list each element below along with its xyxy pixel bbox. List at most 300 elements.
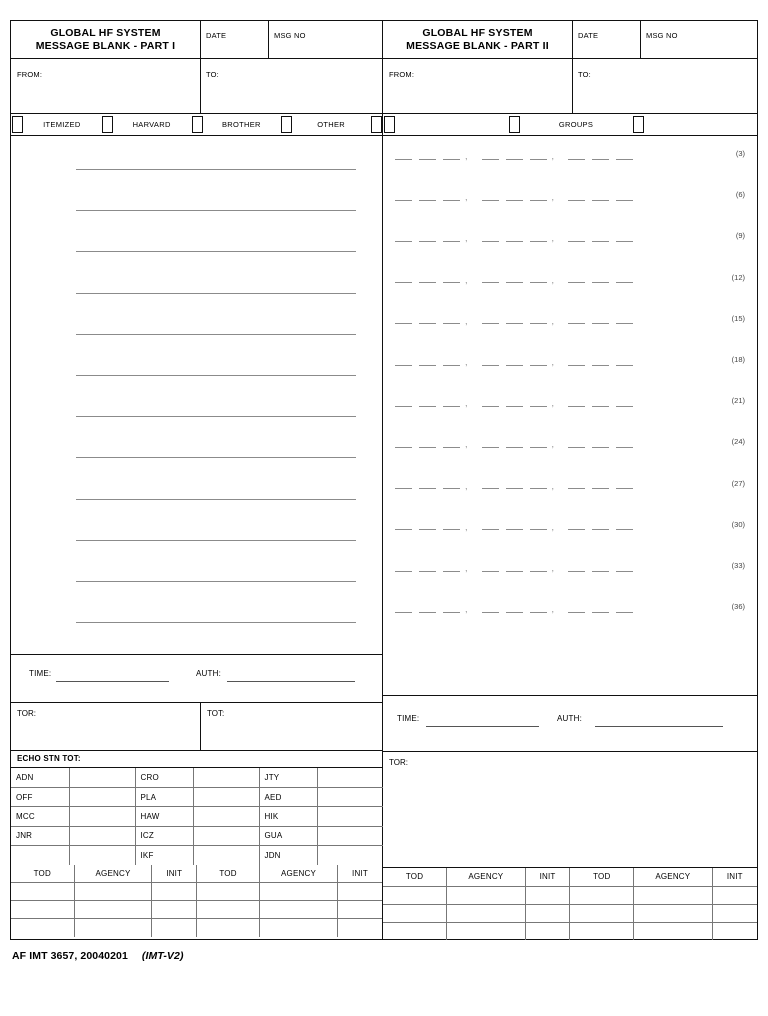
message-writing-line[interactable] — [76, 457, 356, 458]
code-dash[interactable] — [616, 323, 633, 324]
code-dash[interactable] — [530, 159, 547, 160]
part2-msgno-field[interactable] — [641, 21, 757, 58]
code-group[interactable] — [395, 159, 467, 160]
part1-auth-input-line[interactable] — [227, 681, 355, 682]
tod-table-cell[interactable] — [383, 904, 447, 922]
part1-title-row — [11, 21, 382, 59]
echo-station-label: ICZ — [135, 826, 193, 845]
code-dash[interactable] — [482, 323, 499, 324]
form-footer — [12, 950, 184, 962]
echo-station-label: CRO — [135, 768, 193, 787]
code-dash[interactable] — [506, 323, 523, 324]
code-dash[interactable] — [419, 282, 436, 283]
code-dash[interactable] — [568, 488, 585, 489]
code-dash[interactable] — [395, 241, 412, 242]
code-dash[interactable] — [506, 488, 523, 489]
echo-station-value[interactable] — [317, 768, 383, 787]
group-count-label: (3) — [735, 149, 745, 158]
form-outer-frame — [10, 20, 758, 940]
code-group-row[interactable] — [395, 478, 753, 496]
message-writing-line[interactable] — [76, 293, 356, 294]
code-dash[interactable] — [616, 282, 633, 283]
part1-tor-label: TOR: — [17, 709, 36, 718]
code-dash[interactable] — [506, 365, 523, 366]
code-dash[interactable] — [419, 488, 436, 489]
part1-from-field[interactable] — [11, 59, 201, 113]
message-writing-line[interactable] — [76, 169, 356, 170]
code-dash[interactable] — [395, 323, 412, 324]
code-group[interactable] — [568, 241, 640, 242]
code-group[interactable] — [482, 571, 554, 572]
tod-table-cell[interactable] — [570, 904, 634, 922]
code-dash[interactable] — [482, 529, 499, 530]
part2-date-field[interactable] — [573, 21, 641, 58]
code-dash[interactable] — [568, 447, 585, 448]
tod-table-row — [11, 901, 382, 919]
part1-time-input-line[interactable] — [56, 681, 169, 682]
code-dash[interactable] — [482, 571, 499, 572]
echo-station-value[interactable] — [69, 807, 135, 826]
code-group-row[interactable] — [395, 519, 753, 537]
part2-fromto-row — [383, 59, 757, 114]
tod-agency-init-table-left — [11, 865, 382, 937]
message-writing-line[interactable] — [76, 375, 356, 376]
echo-station-value[interactable] — [69, 768, 135, 787]
code-dash[interactable] — [530, 241, 547, 242]
tod-table-cell[interactable] — [383, 922, 447, 940]
tod-table-cell[interactable] — [634, 904, 713, 922]
code-dash[interactable] — [592, 571, 609, 572]
part2-tor-field[interactable] — [383, 752, 757, 868]
code-dash[interactable] — [443, 159, 460, 160]
group-count-label: (30) — [731, 519, 745, 529]
tod-table-cell[interactable] — [11, 919, 74, 937]
code-dash[interactable] — [592, 323, 609, 324]
code-group-row[interactable] — [395, 355, 753, 372]
tod-table-cell[interactable] — [74, 901, 152, 919]
code-dash[interactable] — [443, 488, 460, 489]
tod-table-cell[interactable] — [260, 883, 338, 901]
checkbox-label-brother-wrap — [203, 114, 281, 135]
code-dash[interactable] — [568, 200, 585, 201]
code-group[interactable] — [568, 571, 640, 572]
code-dash[interactable] — [482, 365, 499, 366]
code-dash[interactable] — [395, 571, 412, 572]
part2-from-field[interactable] — [383, 59, 573, 113]
checkbox-label-harvard-wrap — [113, 114, 191, 135]
tod-table-cell[interactable] — [525, 922, 570, 940]
part1-auth-label: AUTH: — [196, 669, 221, 678]
code-group[interactable] — [482, 365, 554, 366]
code-group[interactable] — [482, 447, 554, 448]
code-group[interactable] — [395, 529, 467, 530]
group-count-label: (36) — [731, 602, 745, 612]
code-group[interactable] — [568, 612, 640, 613]
part2-tod-table-wrap — [383, 868, 757, 945]
code-dash[interactable] — [530, 488, 547, 489]
code-group[interactable] — [482, 612, 554, 613]
code-dash[interactable] — [616, 406, 633, 407]
code-dash[interactable] — [443, 323, 460, 324]
code-dash[interactable] — [616, 365, 633, 366]
code-dash[interactable] — [506, 282, 523, 283]
tod-table-row — [383, 922, 757, 940]
code-dash[interactable] — [616, 200, 633, 201]
code-dash[interactable] — [568, 241, 585, 242]
tod-table-cell[interactable] — [196, 901, 259, 919]
code-dash[interactable] — [592, 488, 609, 489]
tod-table-cell[interactable] — [525, 904, 570, 922]
code-dash[interactable] — [530, 447, 547, 448]
code-dash[interactable] — [530, 365, 547, 366]
part2-groups-body[interactable] — [383, 136, 757, 696]
code-dash[interactable] — [482, 241, 499, 242]
checkbox-part2-third[interactable] — [633, 116, 644, 133]
code-dash[interactable] — [395, 612, 412, 613]
code-group[interactable] — [482, 529, 554, 530]
code-dash[interactable] — [443, 406, 460, 407]
code-dash[interactable] — [592, 612, 609, 613]
echo-station-value[interactable] — [317, 787, 383, 806]
tod-table-cell[interactable] — [634, 922, 713, 940]
code-group[interactable] — [568, 406, 640, 407]
checkbox-part2-second[interactable] — [509, 116, 520, 133]
checkbox-label-other-wrap — [292, 114, 370, 135]
group-separator-comma: , — [551, 274, 555, 285]
message-writing-line[interactable] — [76, 416, 356, 417]
code-dash[interactable] — [568, 571, 585, 572]
code-dash[interactable] — [530, 406, 547, 407]
code-dash[interactable] — [419, 365, 436, 366]
echo-station-value[interactable] — [317, 826, 383, 845]
part1-fromto-row — [11, 59, 382, 114]
code-dash[interactable] — [616, 571, 633, 572]
group-separator-comma: , — [465, 357, 468, 367]
tod-table-cell[interactable] — [152, 919, 197, 937]
message-writing-line[interactable] — [76, 334, 356, 335]
tod-table-cell[interactable] — [11, 883, 74, 901]
part1-tor-field[interactable] — [11, 703, 201, 750]
echo-station-value[interactable] — [193, 768, 259, 787]
code-dash[interactable] — [443, 447, 460, 448]
echo-station-value[interactable] — [317, 807, 383, 826]
part1-date-field[interactable] — [201, 21, 269, 58]
code-dash[interactable] — [482, 282, 499, 283]
code-group[interactable] — [395, 406, 467, 407]
code-dash[interactable] — [395, 488, 412, 489]
tod-table-cell[interactable] — [337, 919, 382, 937]
part1-msgno-field[interactable] — [269, 21, 382, 58]
code-dash[interactable] — [419, 159, 436, 160]
code-dash[interactable] — [395, 406, 412, 407]
code-dash[interactable] — [592, 447, 609, 448]
tod-column-header: INIT — [152, 865, 197, 883]
tod-column-header: TOD — [196, 865, 259, 883]
code-dash[interactable] — [506, 406, 523, 407]
tod-table-cell[interactable] — [152, 883, 197, 901]
tod-table-cell[interactable] — [337, 883, 382, 901]
part1-to-label: TO: — [206, 70, 219, 79]
group-separator-comma: , — [551, 357, 555, 367]
tod-table-cell[interactable] — [712, 904, 757, 922]
tod-table-cell[interactable] — [11, 901, 74, 919]
code-dash[interactable] — [419, 529, 436, 530]
tod-table-cell[interactable] — [74, 883, 152, 901]
checkbox-label-harvard: HARVARD — [132, 120, 171, 129]
code-dash[interactable] — [616, 159, 633, 160]
code-group[interactable] — [482, 200, 554, 201]
echo-station-value[interactable] — [193, 826, 259, 845]
echo-station-value[interactable] — [193, 846, 259, 865]
tod-table-cell[interactable] — [712, 922, 757, 940]
echo-station-label: JTY — [259, 768, 317, 787]
code-dash[interactable] — [506, 200, 523, 201]
checkbox-harvard[interactable] — [102, 116, 113, 133]
code-group-row[interactable] — [395, 272, 753, 290]
echo-station-label: HIK — [259, 807, 317, 826]
code-dash[interactable] — [506, 159, 523, 160]
checkbox-itemized[interactable] — [12, 116, 23, 133]
group-separator-comma: , — [465, 192, 468, 203]
code-dash[interactable] — [506, 612, 523, 613]
code-group[interactable] — [482, 241, 554, 242]
code-dash[interactable] — [419, 323, 436, 324]
code-dash[interactable] — [568, 282, 585, 283]
part2-auth-input-line[interactable] — [595, 726, 723, 727]
code-dash[interactable] — [443, 282, 460, 283]
code-dash[interactable] — [530, 529, 547, 530]
tod-table-cell[interactable] — [447, 922, 526, 940]
part2-tor-label: TOR: — [389, 758, 408, 767]
code-group-row[interactable] — [395, 149, 753, 166]
code-group[interactable] — [395, 323, 467, 324]
code-dash[interactable] — [592, 241, 609, 242]
message-writing-line[interactable] — [76, 499, 356, 500]
code-group[interactable] — [395, 488, 467, 489]
part1-title-line1: GLOBAL HF SYSTEM — [50, 26, 161, 39]
tod-table-cell[interactable] — [634, 886, 713, 904]
checkbox-other[interactable] — [281, 116, 292, 133]
code-dash[interactable] — [530, 200, 547, 201]
code-group[interactable] — [482, 159, 554, 160]
tod-column-header: TOD — [11, 865, 74, 883]
code-dash[interactable] — [530, 282, 547, 283]
echo-table-row — [11, 846, 383, 865]
part2-date-label: DATE — [578, 31, 599, 40]
code-dash[interactable] — [419, 406, 436, 407]
code-group[interactable] — [482, 323, 554, 324]
group-separator-comma: , — [465, 480, 468, 491]
code-dash[interactable] — [568, 323, 585, 324]
tod-table-cell[interactable] — [74, 919, 152, 937]
code-dash[interactable] — [568, 159, 585, 160]
code-dash[interactable] — [395, 282, 412, 283]
echo-station-label: JNR — [11, 826, 69, 845]
code-dash[interactable] — [443, 571, 460, 572]
part2-time-auth-row — [383, 696, 757, 752]
code-dash[interactable] — [395, 159, 412, 160]
code-dash[interactable] — [506, 241, 523, 242]
code-group[interactable] — [568, 365, 640, 366]
tod-table-cell[interactable] — [525, 886, 570, 904]
code-group[interactable] — [482, 282, 554, 283]
part1-msgno-label: MSG NO — [274, 31, 306, 40]
code-group-row[interactable] — [395, 561, 753, 578]
code-group-row[interactable] — [395, 437, 753, 454]
code-dash[interactable] — [506, 529, 523, 530]
code-dash[interactable] — [443, 529, 460, 530]
checkbox-label-groups-wrap — [520, 114, 633, 135]
code-dash[interactable] — [419, 571, 436, 572]
code-group[interactable] — [482, 488, 554, 489]
code-dash[interactable] — [616, 529, 633, 530]
part2-to-field[interactable] — [573, 59, 757, 113]
tod-column-header: INIT — [712, 868, 757, 886]
tod-table-cell[interactable] — [447, 886, 526, 904]
checkbox-part2-first[interactable] — [384, 116, 395, 133]
tod-table-cell[interactable] — [337, 901, 382, 919]
part2-time-input-line[interactable] — [426, 726, 539, 727]
code-dash[interactable] — [568, 406, 585, 407]
code-dash[interactable] — [592, 200, 609, 201]
echo-station-value[interactable] — [69, 826, 135, 845]
echo-station-value[interactable] — [317, 846, 383, 865]
code-dash[interactable] — [419, 241, 436, 242]
tod-table-cell[interactable] — [570, 922, 634, 940]
code-dash[interactable] — [443, 365, 460, 366]
code-group[interactable] — [568, 323, 640, 324]
code-dash[interactable] — [592, 365, 609, 366]
code-dash[interactable] — [568, 612, 585, 613]
tod-table-row — [11, 883, 382, 901]
code-dash[interactable] — [395, 365, 412, 366]
code-dash[interactable] — [616, 612, 633, 613]
code-dash[interactable] — [443, 612, 460, 613]
echo-station-value[interactable] — [69, 846, 135, 865]
checkbox-label-groups: GROUPS — [558, 120, 594, 129]
code-dash[interactable] — [592, 529, 609, 530]
code-dash[interactable] — [592, 406, 609, 407]
code-dash[interactable] — [530, 571, 547, 572]
message-writing-line[interactable] — [76, 581, 356, 582]
tod-table-cell[interactable] — [383, 886, 447, 904]
code-dash[interactable] — [395, 529, 412, 530]
code-dash[interactable] — [592, 282, 609, 283]
code-dash[interactable] — [530, 323, 547, 324]
code-group[interactable] — [395, 241, 467, 242]
code-group-row[interactable] — [395, 231, 753, 248]
code-group[interactable] — [395, 282, 467, 283]
code-dash[interactable] — [395, 447, 412, 448]
group-count-label: (27) — [731, 478, 745, 488]
code-dash[interactable] — [616, 488, 633, 489]
code-dash[interactable] — [616, 447, 633, 448]
group-separator-comma: , — [465, 315, 468, 326]
tod-table-cell[interactable] — [152, 901, 197, 919]
code-dash[interactable] — [482, 488, 499, 489]
code-dash[interactable] — [419, 200, 436, 201]
code-group[interactable] — [395, 365, 467, 366]
checkbox-brother[interactable] — [192, 116, 203, 133]
code-dash[interactable] — [482, 612, 499, 613]
code-group[interactable] — [395, 447, 467, 448]
code-group-row[interactable] — [395, 190, 753, 207]
code-dash[interactable] — [443, 241, 460, 242]
code-dash[interactable] — [419, 612, 436, 613]
part1-to-field[interactable] — [201, 59, 382, 113]
code-dash[interactable] — [506, 571, 523, 572]
part1-message-body[interactable] — [11, 136, 382, 655]
echo-table-row — [11, 807, 383, 826]
code-group[interactable] — [568, 282, 640, 283]
code-dash[interactable] — [482, 447, 499, 448]
code-group[interactable] — [568, 200, 640, 201]
checkbox-trailing-left[interactable] — [371, 116, 382, 133]
echo-station-label: GUA — [259, 826, 317, 845]
code-group[interactable] — [395, 200, 467, 201]
code-dash[interactable] — [530, 612, 547, 613]
echo-station-label: IKF — [135, 846, 193, 865]
part1-tot-field[interactable] — [201, 703, 382, 750]
code-dash[interactable] — [395, 200, 412, 201]
code-dash[interactable] — [443, 200, 460, 201]
group-separator-comma: , — [465, 563, 468, 573]
group-separator-comma: , — [551, 233, 555, 244]
tod-table-cell[interactable] — [260, 919, 338, 937]
tod-table-cell[interactable] — [196, 919, 259, 937]
echo-station-value[interactable] — [193, 807, 259, 826]
message-writing-line[interactable] — [76, 251, 356, 252]
tod-table-cell[interactable] — [570, 886, 634, 904]
echo-station-value[interactable] — [69, 787, 135, 806]
code-dash[interactable] — [482, 200, 499, 201]
code-group[interactable] — [568, 159, 640, 160]
code-dash[interactable] — [616, 241, 633, 242]
message-writing-line[interactable] — [76, 622, 356, 623]
part-1-panel — [11, 21, 383, 939]
tod-table-cell[interactable] — [447, 904, 526, 922]
code-group[interactable] — [395, 612, 467, 613]
group-count-label: (21) — [731, 396, 745, 406]
group-separator-comma: , — [551, 521, 555, 532]
code-group[interactable] — [568, 447, 640, 448]
echo-station-value[interactable] — [193, 787, 259, 806]
code-dash[interactable] — [506, 447, 523, 448]
code-dash[interactable] — [568, 365, 585, 366]
code-dash[interactable] — [482, 406, 499, 407]
tod-table-cell[interactable] — [712, 886, 757, 904]
code-dash[interactable] — [592, 159, 609, 160]
code-group-row[interactable] — [395, 313, 753, 331]
tod-table-cell[interactable] — [196, 883, 259, 901]
part1-tor-tot-row — [11, 703, 382, 751]
message-writing-line[interactable] — [76, 540, 356, 541]
code-group-row[interactable] — [395, 602, 753, 619]
echo-station-label: ADN — [11, 768, 69, 787]
code-dash[interactable] — [568, 529, 585, 530]
code-group[interactable] — [482, 406, 554, 407]
tod-table-cell[interactable] — [260, 901, 338, 919]
code-dash[interactable] — [419, 447, 436, 448]
part2-title-line1: GLOBAL HF SYSTEM — [422, 26, 533, 39]
code-dash[interactable] — [482, 159, 499, 160]
code-group-row[interactable] — [395, 396, 753, 413]
echo-station-label: OFF — [11, 787, 69, 806]
code-group[interactable] — [568, 529, 640, 530]
message-writing-line[interactable] — [76, 210, 356, 211]
code-group[interactable] — [395, 571, 467, 572]
code-group[interactable] — [568, 488, 640, 489]
